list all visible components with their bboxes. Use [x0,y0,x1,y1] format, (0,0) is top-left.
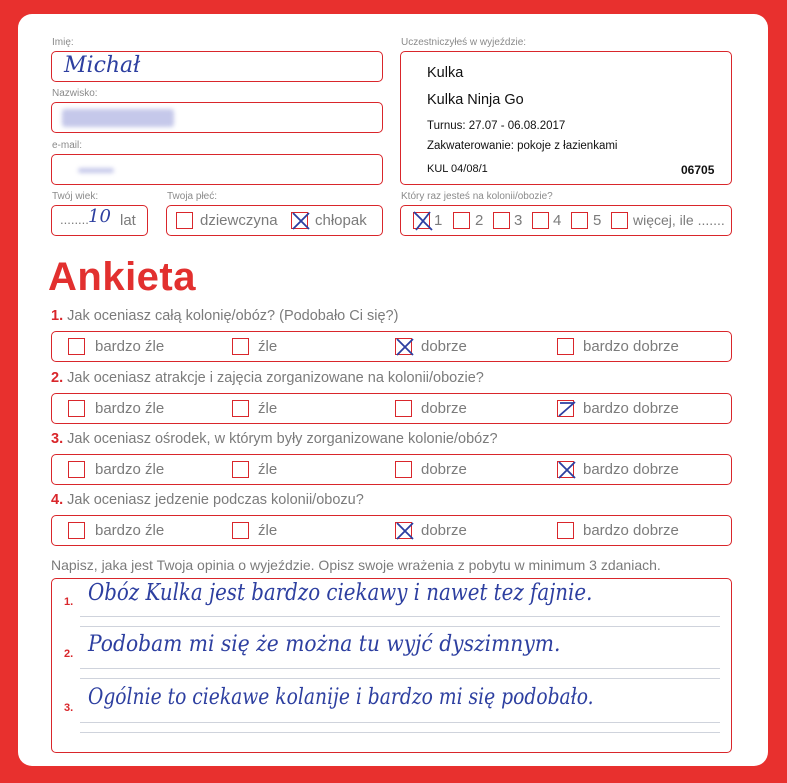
opinion-number: 2. [64,648,74,660]
trip-info-box [400,51,732,185]
opinion-prompt: Napisz, jaka jest Twoja opinia o wyjeździe. Opisz swoje wrażenia z pobytu w minimum 3 zdaniach. [51,557,661,573]
answer-row-2 [51,393,732,424]
option-label-good: dobrze [421,338,467,355]
name-value: Michał [64,53,141,78]
checkbox-very-good[interactable] [557,338,574,355]
opinion-rule [80,722,720,723]
option-label-very-good: bardzo dobrze [583,461,679,478]
option-label-bad: źle [258,338,278,355]
gender-option-girl: dziewczyna [200,212,278,229]
age-suffix: lat [120,212,136,229]
answer-row-4 [51,515,732,546]
question-3 [51,431,498,447]
age-value: 10 [88,206,111,227]
option-label-very-good: bardzo dobrze [583,400,679,417]
redacted-surname [62,109,174,127]
times-field [400,205,732,236]
email-field[interactable] [51,154,383,185]
opinion-rule [80,668,720,669]
checkbox-very-bad[interactable] [68,522,85,539]
option-label-very-bad: bardzo źle [95,338,165,355]
surname-field[interactable] [51,102,383,133]
opinion-number: 1. [64,596,74,608]
opinion-line-3: Ogólnie to ciekawe kolanije i bardzo mi się podobało. [88,685,594,710]
times-checkbox-more[interactable] [611,212,628,229]
question-2 [51,370,484,386]
opinion-rule [80,626,720,627]
participant-label: Uczestniczyłeś w wyjeździe: [401,37,527,48]
trip-number: 06705 [681,163,715,177]
checkbox-bad[interactable] [232,338,249,355]
check-mark-icon [556,459,578,481]
gender-label: Twoja płeć: [167,191,218,202]
question-number: 4. [51,492,64,508]
checkbox-good[interactable] [395,338,412,355]
opinion-rule [80,616,720,617]
opinion-rule [80,732,720,733]
option-label-very-bad: bardzo źle [95,461,165,478]
times-label: Który raz jesteś na kolonii/obozie? [401,191,553,202]
check-mark-icon [290,210,312,232]
answer-row-1 [51,331,732,362]
option-label-very-bad: bardzo źle [95,522,165,539]
checkbox-very-good[interactable] [557,461,574,478]
opinion-line-2: Podobam mi się że można tu wyjć dyszimnym. [88,632,561,657]
option-label-bad: źle [258,461,278,478]
times-option-3: 3 [514,212,523,229]
times-checkbox-1[interactable] [413,212,430,229]
checkbox-bad[interactable] [232,400,249,417]
gender-checkbox-boy[interactable] [291,212,308,229]
gender-checkbox-girl[interactable] [176,212,193,229]
check-mark-icon [412,210,434,232]
checkbox-good[interactable] [395,461,412,478]
opinion-line-1: Obóz Kulka jest bardzo ciekawy i nawet tez fajnie. [88,580,593,606]
checkbox-very-bad[interactable] [68,338,85,355]
option-label-bad: źle [258,522,278,539]
option-label-very-good: bardzo dobrze [583,338,679,355]
trip-code: KUL 04/08/1 [427,163,488,175]
times-option-2: 2 [475,212,484,229]
check-mark-icon [556,398,578,420]
age-dots: ........ [60,212,89,227]
times-option-4: 4 [553,212,562,229]
redacted-email [78,168,114,173]
trip-turnus: Turnus: 27.07 - 06.08.2017 [427,120,566,132]
page-title: Ankieta [48,255,196,299]
gender-field [166,205,383,236]
name-field[interactable] [51,51,383,82]
gender-option-boy: chłopak [315,212,367,229]
opinion-rule [80,678,720,679]
trip-line1: Kulka [427,65,464,81]
checkbox-very-bad[interactable] [68,461,85,478]
surname-label: Nazwisko: [52,88,98,99]
checkbox-very-bad[interactable] [68,400,85,417]
question-1 [51,308,398,324]
trip-accommodation: Zakwaterowanie: pokoje z łazienkami [427,140,618,152]
times-option-1: 1 [434,212,443,229]
email-label: e-mail: [52,140,83,151]
checkbox-bad[interactable] [232,461,249,478]
option-label-good: dobrze [421,400,467,417]
name-label: Imię: [52,37,74,48]
option-label-good: dobrze [421,461,467,478]
age-field[interactable] [51,205,148,236]
opinion-number: 3. [64,702,74,714]
times-checkbox-4[interactable] [532,212,549,229]
checkbox-very-good[interactable] [557,522,574,539]
question-text: Jak oceniasz ośrodek, w którym były zorganizowane kolonie/obóz? [67,431,498,447]
times-checkbox-2[interactable] [453,212,470,229]
times-checkbox-5[interactable] [571,212,588,229]
option-label-bad: źle [258,400,278,417]
times-option-5: 5 [593,212,602,229]
question-text: Jak oceniasz atrakcje i zajęcia zorganizowane na kolonii/obozie? [67,370,484,386]
question-text: Jak oceniasz jedzenie podczas kolonii/obozu? [67,492,364,508]
question-number: 2. [51,370,64,386]
trip-line2: Kulka Ninja Go [427,92,524,108]
option-label-very-bad: bardzo źle [95,400,165,417]
answer-row-3 [51,454,732,485]
option-label-good: dobrze [421,522,467,539]
age-label: Twój wiek: [52,191,99,202]
checkbox-very-good[interactable] [557,400,574,417]
question-text: Jak oceniasz całą kolonię/obóz? (Podobało Ci się?) [67,308,399,324]
question-number: 1. [51,308,64,324]
question-number: 3. [51,431,64,447]
times-checkbox-3[interactable] [493,212,510,229]
checkbox-bad[interactable] [232,522,249,539]
checkbox-good[interactable] [395,400,412,417]
question-4 [51,492,364,508]
times-option-more: więcej, ile ....... [633,212,725,228]
check-mark-icon [394,336,416,358]
checkbox-good[interactable] [395,522,412,539]
check-mark-icon [394,520,416,542]
option-label-very-good: bardzo dobrze [583,522,679,539]
